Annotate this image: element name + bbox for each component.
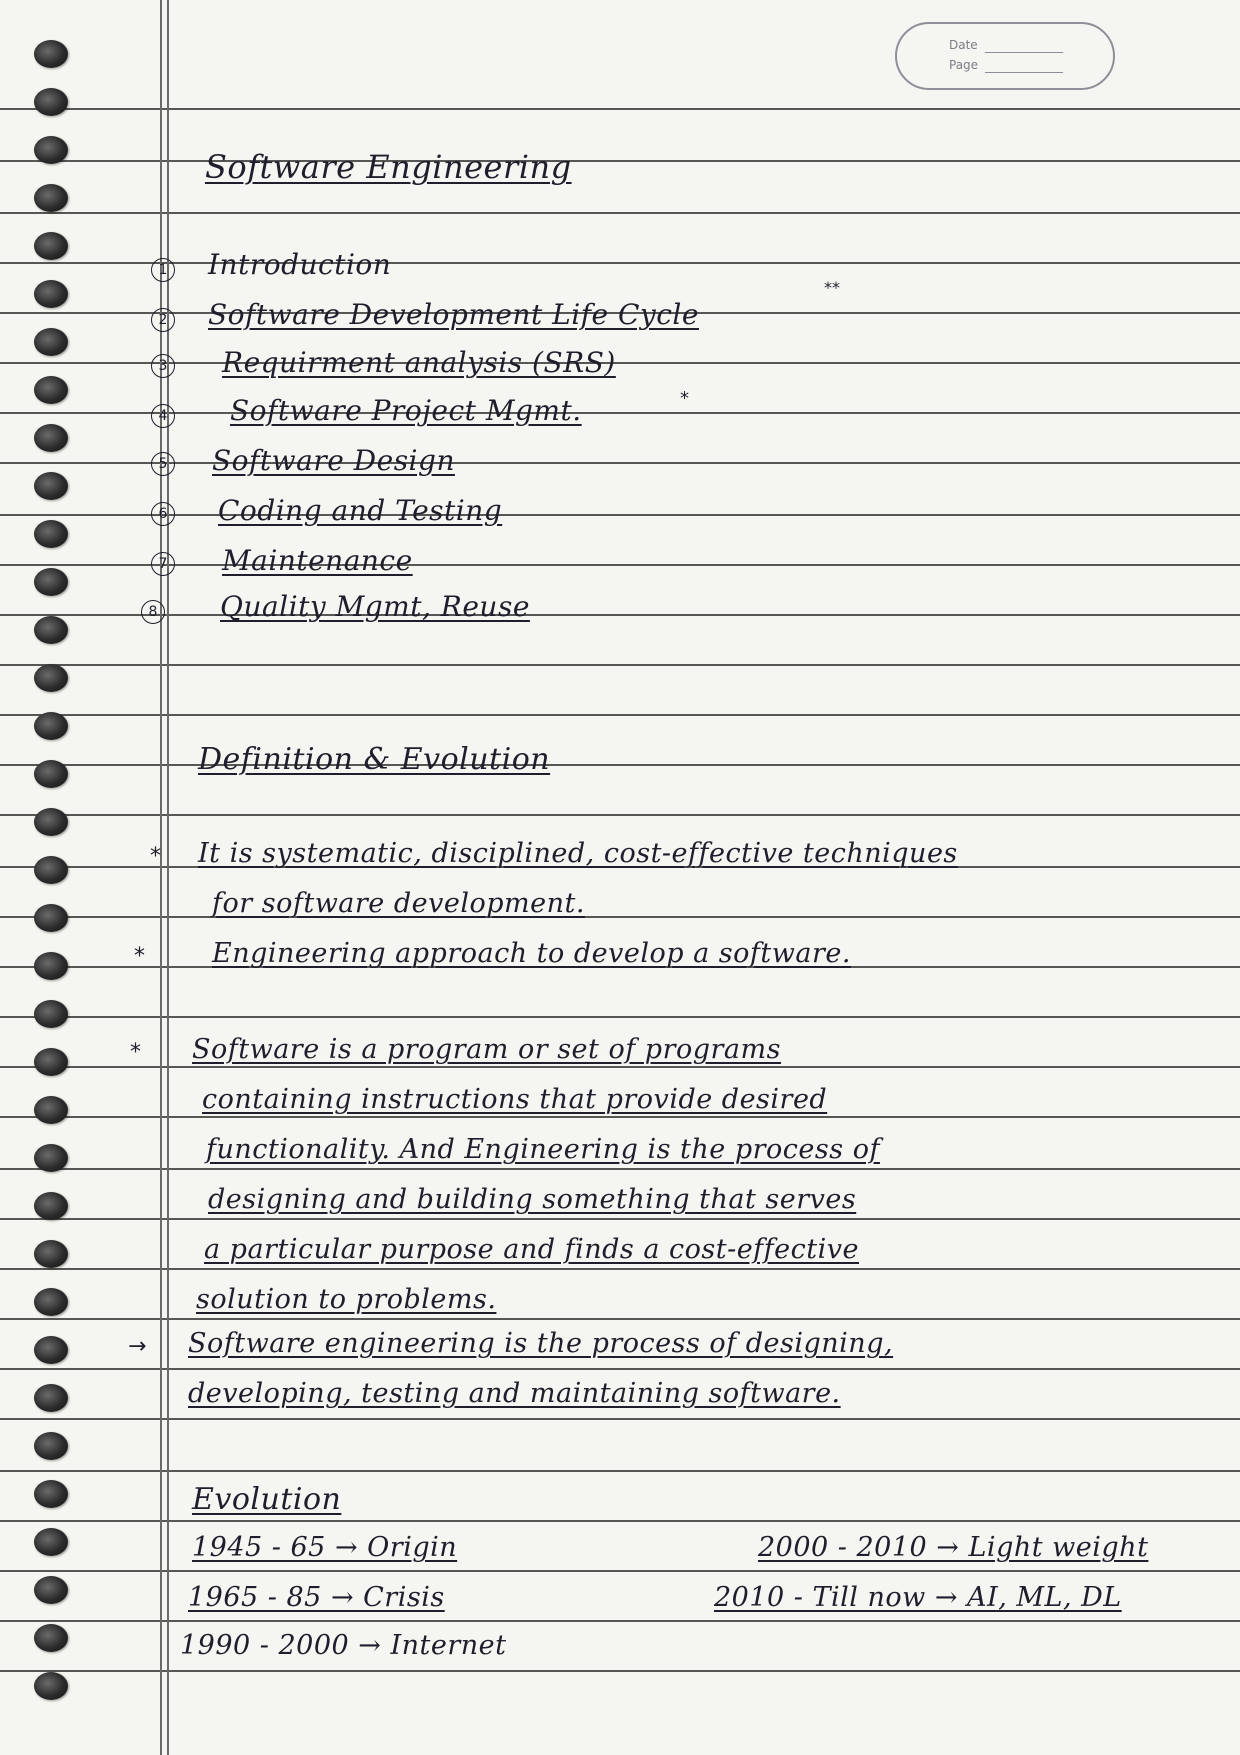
binding-hole bbox=[34, 1048, 68, 1076]
binding-hole bbox=[34, 280, 68, 308]
ruled-line bbox=[0, 362, 1240, 364]
binding-hole bbox=[34, 184, 68, 212]
binding-hole bbox=[34, 1192, 68, 1220]
ruled-line bbox=[0, 1570, 1240, 1572]
binding-hole bbox=[34, 1576, 68, 1604]
evolution-heading: Evolution bbox=[192, 1482, 342, 1517]
ruled-line bbox=[0, 1016, 1240, 1018]
binding-hole bbox=[34, 88, 68, 116]
binding-hole bbox=[34, 1480, 68, 1508]
bullet-line: Software engineering is the process of designing, bbox=[188, 1328, 894, 1359]
ruled-line bbox=[0, 1318, 1240, 1320]
importance-mark: ** bbox=[824, 278, 840, 297]
page-title: Software Engineering bbox=[205, 148, 572, 186]
importance-mark: * bbox=[680, 388, 689, 409]
bullet-line: containing instructions that provide desired bbox=[202, 1084, 828, 1115]
bullet-line: designing and building something that serves bbox=[208, 1184, 857, 1215]
ruled-line bbox=[0, 262, 1240, 264]
binding-hole bbox=[34, 1384, 68, 1412]
binding-hole bbox=[34, 808, 68, 836]
ruled-line bbox=[0, 160, 1240, 162]
ruled-line bbox=[0, 1066, 1240, 1068]
toc-item: Software Design bbox=[212, 444, 455, 477]
toc-number: 1 bbox=[151, 258, 175, 282]
ruled-line bbox=[0, 564, 1240, 566]
binding-hole bbox=[34, 376, 68, 404]
toc-number: 8 bbox=[141, 600, 165, 624]
binding-hole bbox=[34, 952, 68, 980]
timeline-entry: 2010 - Till now → AI, ML, DL bbox=[714, 1582, 1122, 1613]
binding-hole bbox=[34, 472, 68, 500]
timeline-entry: 1965 - 85 → Crisis bbox=[188, 1582, 445, 1613]
ruled-line bbox=[0, 1418, 1240, 1420]
binding-hole bbox=[34, 1528, 68, 1556]
timeline-entry: 1990 - 2000 → Internet bbox=[180, 1630, 507, 1661]
bullet-line: Engineering approach to develop a software. bbox=[212, 938, 851, 969]
binding-hole bbox=[34, 904, 68, 932]
ruled-line bbox=[0, 462, 1240, 464]
ruled-line bbox=[0, 764, 1240, 766]
ruled-line bbox=[0, 412, 1240, 414]
binding-hole bbox=[34, 424, 68, 452]
ruled-line bbox=[0, 108, 1240, 110]
bullet-marker: * bbox=[130, 1040, 141, 1065]
bullet-marker: → bbox=[128, 1334, 147, 1359]
binding-hole bbox=[34, 1624, 68, 1652]
toc-number: 2 bbox=[151, 308, 175, 332]
ruled-line bbox=[0, 1168, 1240, 1170]
ruled-line bbox=[0, 916, 1240, 918]
toc-item: Requirment analysis (SRS) bbox=[222, 346, 616, 379]
binding-hole bbox=[34, 760, 68, 788]
ruled-line bbox=[0, 1268, 1240, 1270]
ruled-line bbox=[0, 1470, 1240, 1472]
toc-item: Coding and Testing bbox=[218, 494, 503, 527]
binding-hole bbox=[34, 1096, 68, 1124]
toc-item: Introduction bbox=[208, 248, 392, 281]
stamp-page-line bbox=[985, 72, 1063, 73]
bullet-line: developing, testing and maintaining software. bbox=[188, 1378, 841, 1409]
toc-number: 3 bbox=[151, 354, 175, 378]
binding-hole bbox=[34, 712, 68, 740]
bullet-line: Software is a program or set of programs bbox=[192, 1034, 781, 1065]
section-heading: Definition & Evolution bbox=[198, 742, 551, 777]
binding-hole bbox=[34, 1336, 68, 1364]
ruled-line bbox=[0, 1620, 1240, 1622]
toc-number: 4 bbox=[151, 404, 175, 428]
toc-number: 5 bbox=[151, 452, 175, 476]
timeline-entry: 1945 - 65 → Origin bbox=[192, 1532, 458, 1563]
stamp-date-line bbox=[985, 52, 1063, 53]
toc-number: 6 bbox=[151, 502, 175, 526]
binding-hole bbox=[34, 1000, 68, 1028]
binding-hole bbox=[34, 616, 68, 644]
bullet-marker: * bbox=[134, 944, 145, 969]
bullet-line: It is systematic, disciplined, cost-effective techniques bbox=[198, 838, 958, 869]
bullet-marker: * bbox=[150, 844, 161, 869]
bullet-line: a particular purpose and finds a cost-effective bbox=[204, 1234, 859, 1265]
binding-hole bbox=[34, 1672, 68, 1700]
timeline-entry: 2000 - 2010 → Light weight bbox=[758, 1532, 1149, 1563]
ruled-line bbox=[0, 1520, 1240, 1522]
binding-hole bbox=[34, 1432, 68, 1460]
binding-hole bbox=[34, 136, 68, 164]
ruled-line bbox=[0, 1116, 1240, 1118]
binding-hole bbox=[34, 568, 68, 596]
stamp-date-label: Date bbox=[949, 38, 978, 52]
toc-item: Maintenance bbox=[222, 544, 413, 577]
ruled-line bbox=[0, 1368, 1240, 1370]
ruled-line bbox=[0, 1670, 1240, 1672]
bullet-line: for software development. bbox=[212, 888, 585, 919]
bullet-line: functionality. And Engineering is the process of bbox=[206, 1134, 880, 1165]
binding-hole bbox=[34, 232, 68, 260]
toc-item: Software Project Mgmt. bbox=[230, 394, 582, 427]
binding-hole bbox=[34, 520, 68, 548]
binding-hole bbox=[34, 40, 68, 68]
binding-hole bbox=[34, 1240, 68, 1268]
ruled-line bbox=[0, 664, 1240, 666]
binding-hole bbox=[34, 856, 68, 884]
bullet-line: solution to problems. bbox=[196, 1284, 497, 1315]
stamp-page-label: Page bbox=[949, 58, 979, 72]
binding-hole bbox=[34, 664, 68, 692]
toc-number: 7 bbox=[151, 552, 175, 576]
ruled-line bbox=[0, 814, 1240, 816]
ruled-line bbox=[0, 514, 1240, 516]
ruled-line bbox=[0, 614, 1240, 616]
binding-hole bbox=[34, 328, 68, 356]
binding-hole bbox=[34, 1288, 68, 1316]
toc-item: Quality Mgmt, Reuse bbox=[220, 590, 530, 623]
binding-hole bbox=[34, 1144, 68, 1172]
ruled-line bbox=[0, 714, 1240, 716]
ruled-line bbox=[0, 212, 1240, 214]
ruled-line bbox=[0, 1218, 1240, 1220]
toc-item: Software Development Life Cycle bbox=[208, 298, 699, 331]
date-page-stamp bbox=[895, 22, 1115, 90]
